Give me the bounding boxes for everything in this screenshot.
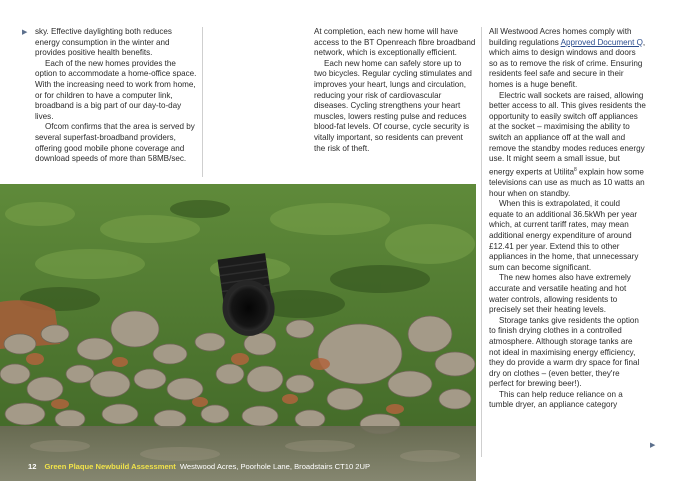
page-footer: [28, 462, 370, 471]
paragraph: Electric wall sockets are raised, allowing better access to all. This gives residents the opportunity to easily switch off appliances at the socket – maximising the ability to switch an appliance off at the wall and remove the standby modes reduces energy use. It might seem a small issue, but energy experts at Utilita$^8$ explain how some televisions can use as much as 10 watts an hour when on standby.: [489, 90, 646, 198]
footnote-ref[interactable]: 8: [574, 166, 577, 173]
photo-illustration: [0, 184, 476, 481]
paragraph: Each of the new homes provides the option to accommodate a home-office space. With the increasing need to work from home, or for children to have a computer link, broadband is a big part of our day-to-day lives.: [35, 58, 197, 121]
text-column-2: [314, 27, 476, 154]
drainage-pipe-photo: [0, 184, 476, 481]
column-divider: [481, 27, 482, 457]
column-divider: [202, 27, 203, 177]
paragraph: Ofcom confirms that the area is served by several superfast-broadband providers, offering good mobile phone coverage and download speeds of more than 58MB/sec.: [35, 122, 195, 164]
text-column-1: [35, 27, 197, 165]
report-title: Green Plaque Newbuild Assessment: [44, 462, 176, 471]
text-column-3: [489, 27, 646, 411]
approved-document-q-link[interactable]: Approved Document Q: [560, 37, 643, 47]
paragraph: The new homes also have extremely accurate and versatile heating and hot water controls, allowing residents to precisely set their heating levels.: [489, 273, 631, 315]
paragraph: All Westwood Acres homes comply with building regulations Approved Document Q, which aims to design windows and doors so as to remove the risk of crime. Ensuring residents feel safe and secure in their homes is a huge benefit.: [489, 27, 646, 89]
paragraph: sky. Effective daylighting both reduces energy consumption in the winter and provides positive health benefits.: [35, 27, 172, 58]
continued-from-marker: ▶: [22, 29, 28, 36]
page-number: 12: [28, 462, 37, 471]
paragraph: When this is extrapolated, it could equate to an additional 36.5kWh per year which, at current tariff rates, may mean additional energy expenditure of around £12.41 per year. Extend this to other appliances in the home, that unnecessary sum can become significant.: [489, 199, 639, 272]
paragraph: Storage tanks give residents the option to finish drying clothes in a controlled atmosphere. Although storage tanks are not ideal in maximising energy efficiency, they do provide a warm dry space for final dry on clothes – (even better, they're perfect for brewing beer!).: [489, 315, 640, 389]
paragraph: At completion, each new home will have access to the BT Openreach fibre broadband network, which is exceptionally efficient.: [314, 27, 476, 58]
paragraph: This can help reduce reliance on a tumble dryer, an appliance category: [489, 389, 623, 410]
paragraph: Each new home can safely store up to two bicycles. Regular cycling stimulates and improves your heart, lungs and circulation, reducing your risk of cardiovascular diseases. Cycling strengthens your heart muscles, lowers resting pulse and reduces blood-fat levels. Of course, cycle security is vitally important, so residents can prevent the risk of theft.: [314, 58, 472, 153]
continues-marker: ▶: [650, 442, 656, 449]
site-address: Westwood Acres, Poorhole Lane, Broadstairs CT10 2UP: [179, 462, 371, 471]
